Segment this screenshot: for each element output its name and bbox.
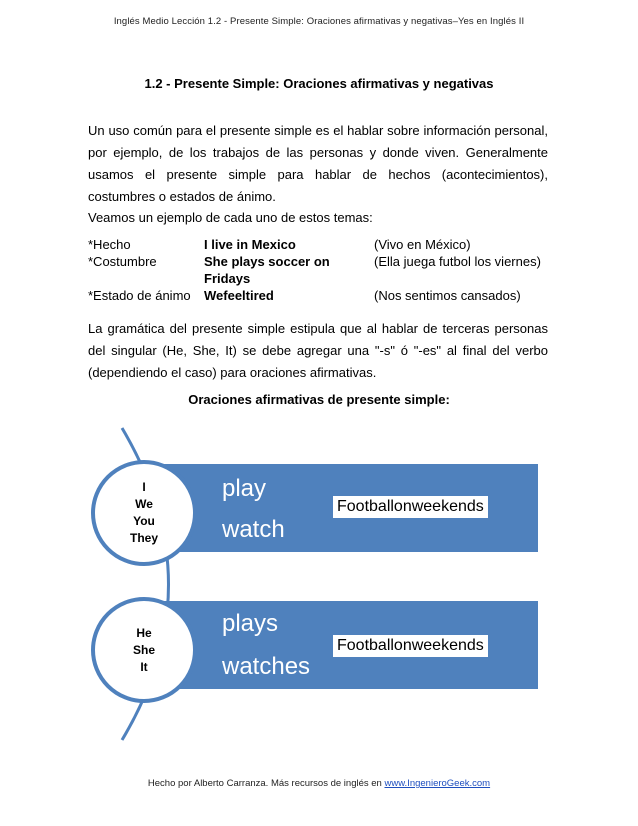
pronoun: We xyxy=(135,497,153,511)
example-topic: *Estado de ánimo xyxy=(88,288,191,303)
verb-label: watches xyxy=(222,653,311,680)
page-footer xyxy=(0,778,638,789)
phrase-label: Footballonweekends xyxy=(333,635,488,657)
conjugation-diagram xyxy=(0,420,638,750)
footer-text: Hecho por Alberto Carranza. Más recursos de inglés en xyxy=(147,778,385,789)
verb-label: watch xyxy=(222,516,285,543)
example-topic: *Hecho xyxy=(88,237,131,252)
example-topic: *Costumbre xyxy=(88,254,157,269)
pronoun: I xyxy=(142,480,146,494)
example-translation: (Nos sentimos cansados) xyxy=(374,288,521,303)
pronoun: It xyxy=(140,659,148,674)
pronoun-circle-group-1 xyxy=(91,460,197,566)
page-title: 1.2 - Presente Simple: Oraciones afirmativas y negativas xyxy=(144,76,494,91)
footer-link[interactable]: www.IngenieroGeek.com xyxy=(384,778,491,789)
example-row xyxy=(88,253,554,287)
pronoun-circle-group-2 xyxy=(91,597,197,703)
intro-paragraph: Un uso común para el presente simple es el hablar sobre información personal, por ejemplo, de los trabajos de las personas y donde viven. Generalmente usamos el presente simple para hablar de hechos (acontecimientos), costumbres o estados de ánimo. xyxy=(88,123,548,204)
phrase-label: Footballonweekends xyxy=(333,496,488,518)
diagram-subtitle: Oraciones afirmativas de presente simple: xyxy=(188,392,450,407)
pronoun: You xyxy=(133,514,155,528)
pronoun: She xyxy=(132,642,155,657)
example-sentence: I live in Mexico xyxy=(204,237,296,252)
pronoun: He xyxy=(136,625,152,640)
examples-table xyxy=(88,236,554,304)
verb-label: plays xyxy=(222,610,279,637)
example-row xyxy=(88,287,554,304)
example-sentence: She plays soccer on Fridays xyxy=(204,254,330,286)
example-translation: (Vivo en México) xyxy=(374,237,471,252)
pronoun: They xyxy=(129,531,158,545)
example-translation: (Ella juega futbol los viernes) xyxy=(374,254,541,269)
verb-label: play xyxy=(222,475,267,502)
page-header: Inglés Medio Lección 1.2 - Presente Simple: Oraciones afirmativas y negativas–Yes en Inglés II xyxy=(113,16,525,27)
examples-intro: Veamos un ejemplo de cada uno de estos temas: xyxy=(88,210,373,225)
example-row xyxy=(88,236,554,253)
example-sentence: Wefeeltired xyxy=(204,288,274,303)
grammar-paragraph: La gramática del presente simple estipula que al hablar de terceras personas del singular (He, She, It) se debe agregar una "-s" ó "-es" al final del verbo (dependiendo el caso) para oraciones afirmativas. xyxy=(88,321,548,380)
